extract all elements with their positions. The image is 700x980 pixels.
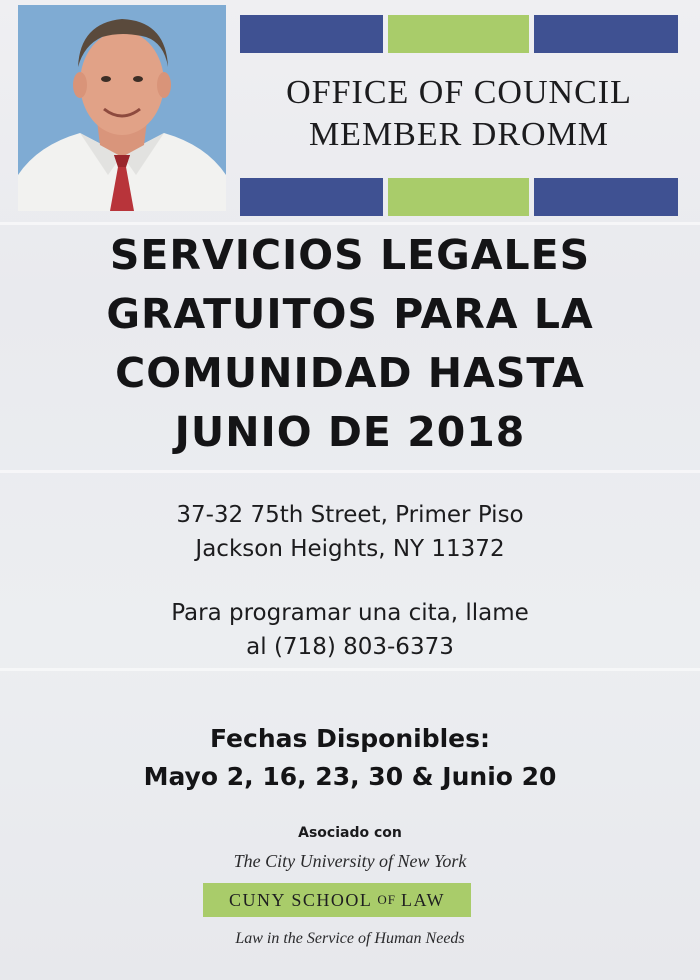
green-bar <box>388 178 528 216</box>
navy-bar <box>240 178 383 216</box>
office-title <box>240 72 678 156</box>
paper-fold <box>0 222 700 225</box>
office-title-line2: MEMBER DROMM <box>308 116 610 153</box>
appointment-block <box>0 596 700 664</box>
header-bars-top <box>240 15 678 53</box>
council-member-photo <box>18 5 226 211</box>
available-dates <box>0 720 700 796</box>
university-name: The City University of New York <box>233 851 467 871</box>
school-suffix: LAW <box>400 889 445 910</box>
navy-bar <box>240 15 383 53</box>
header-bars-bottom <box>240 178 678 216</box>
paper-fold <box>0 470 700 473</box>
dates-heading: Fechas Disponibles: <box>209 724 491 753</box>
address-block <box>0 498 700 566</box>
appointment-line1: Para programar una cita, llame <box>171 600 529 626</box>
address-line1: 37-32 75th Street, Primer Piso <box>176 502 524 528</box>
headline-line3: COMUNIDAD HASTA <box>115 349 585 397</box>
headline-line4: JUNIO DE 2018 <box>174 408 526 456</box>
green-bar <box>388 15 528 53</box>
school-tagline: Law in the Service of Human Needs <box>235 930 465 947</box>
navy-bar <box>534 178 678 216</box>
school-prefix: CUNY SCHOOL <box>228 889 373 910</box>
main-headline <box>0 226 700 462</box>
associated-label: Asociado con <box>298 825 402 841</box>
cuny-law-logo <box>203 883 471 917</box>
address-line2: Jackson Heights, NY 11372 <box>195 536 505 562</box>
headline-line1: SERVICIOS LEGALES <box>109 231 591 279</box>
navy-bar <box>534 15 678 53</box>
office-title-line1: OFFICE OF COUNCIL <box>286 74 632 111</box>
paper-fold <box>0 668 700 671</box>
school-of: OF <box>377 892 396 907</box>
dates-list: Mayo 2, 16, 23, 30 & Junio 20 <box>143 762 557 791</box>
headline-line2: GRATUITOS PARA LA <box>106 290 594 338</box>
appointment-phone: al (718) 803-6373 <box>246 634 454 660</box>
